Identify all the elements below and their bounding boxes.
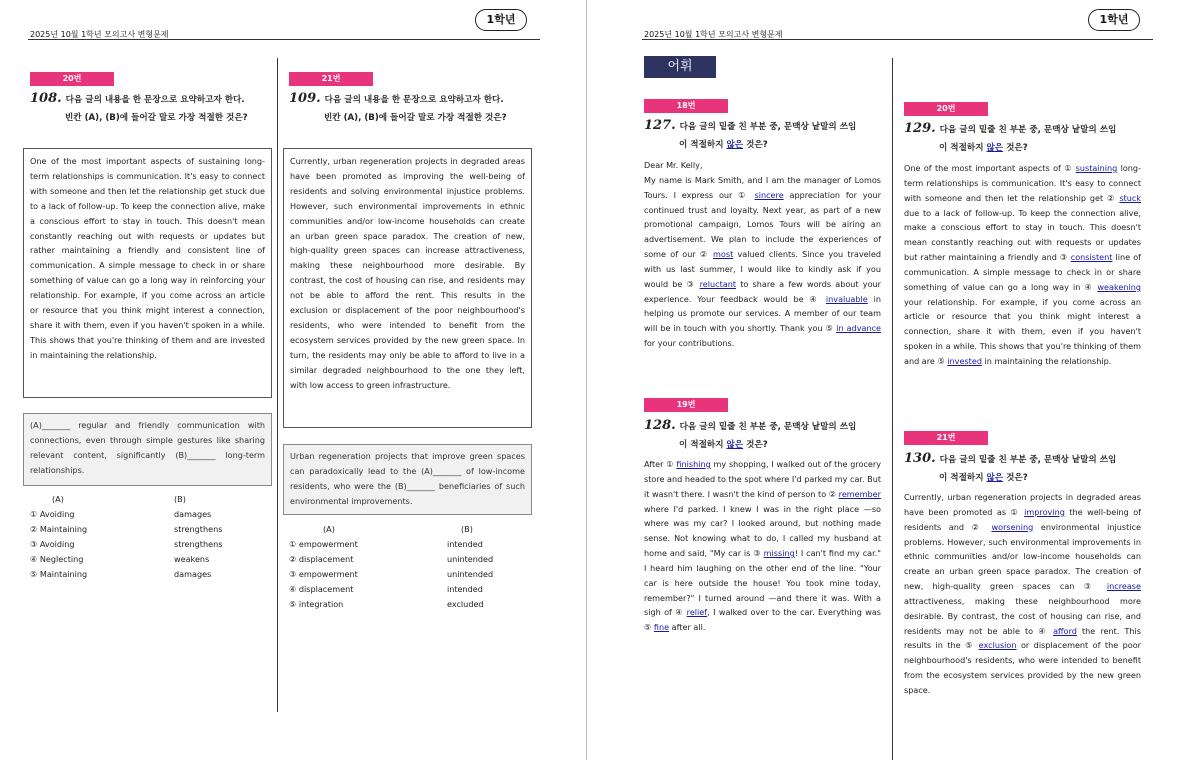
underlined-word: reluctant [699,278,737,289]
prompt-line: 이 적절하지 않은 것은? [679,140,768,150]
prompt-line: 빈칸 (A), (B)에 들어갈 말로 가장 적절한 것은? [65,113,248,123]
prompt-line: 다음 글의 밑줄 친 부분 중, 문맥상 낱말의 쓰임 [679,422,857,432]
option-row[interactable]: ③ Avoiding strengthens [30,539,223,549]
prompt-line: 다음 글의 밑줄 친 부분 중, 문맥상 낱말의 쓰임 [939,125,1117,135]
underlined-word: sincere [754,189,784,200]
header-rule [28,39,540,40]
exam-label: 2025년 10월 1학년 모의고사 변형문제 [30,30,169,39]
option-row[interactable]: ④ displacement intended [289,584,483,594]
prompt-line: 이 적절하지 않은 것은? [939,473,1028,483]
vocab-section-label: 어휘 [644,56,716,78]
option-row[interactable]: ② displacement unintended [289,554,494,564]
question-number: 109. [289,91,321,106]
question-prompt [30,90,275,127]
answer-options [289,522,493,612]
prompt-line: 이 적절하지 않은 것은? [679,440,768,450]
prompt-line: 다음 글의 내용을 한 문장으로 요약하고자 한다. [324,95,504,105]
question-tag: 21번 [904,431,988,445]
underlined-word: remember [838,488,881,499]
underlined-word: sustaining [1075,163,1118,173]
letter-salutation: Dear Mr. Kelly, [644,160,703,170]
question-prompt [904,450,1149,487]
option-row[interactable]: ① Avoiding damages [30,509,212,519]
option-row[interactable]: ④ Neglecting weakens [30,554,210,564]
underlined-word: increase [1106,581,1141,592]
option-row[interactable]: ② Maintaining strengthens [30,524,223,534]
underlined-word: consistent [1070,252,1113,263]
option-col-b-header: (B) [461,524,473,534]
right-page [590,0,1177,760]
passage-text: Currently, urban regeneration projects in degraded areas have been promoted as ① improving the well-being of residents and ② worsening environmental injustice problems. However, such environmental improvements in ethnic communities and/or low-income households can create an urban green space paradox. The creation of new, high-quality green spaces can ③ increase attractiveness, making these neighbourhood more desirable. By contrast, the cost of housing can rise, and residents may not be able to ④ afford the rent. This results in the ⑤ exclusion or displacement of the poor neighbourhood's residents, who were intended to benefit from the ecosystem services provided by the new green space. [904,492,1142,695]
question-tag: 20번 [904,102,988,116]
question-number: 130. [904,451,936,466]
underlined-word: missing [763,548,795,559]
column-divider [277,58,278,712]
summary-box: Urban regeneration projects that improve green spaces can paradoxically lead to the (A)_______ of low-income residents, who were the (B)_______ beneficiaries of such environmental improvements. [283,444,532,515]
answer-options [30,492,222,582]
option-col-a-header: (A) [323,524,335,534]
option-col-a-header: (A) [52,494,64,504]
question-number: 127. [644,118,676,133]
option-col-b-header: (B) [174,494,186,504]
question-tag: 19번 [644,398,728,412]
question-tag: 18번 [644,99,728,113]
underlined-word: fine [653,622,670,633]
prompt-line: 이 적절하지 않은 것은? [939,143,1028,153]
header-rule [642,39,1153,40]
prompt-line: 다음 글의 내용을 한 문장으로 요약하고자 한다. [65,95,245,105]
prompt-line: 다음 글의 밑줄 친 부분 중, 문맥상 낱말의 쓰임 [679,122,857,132]
underlined-word: afford [1053,625,1077,636]
grade-badge: 1학년 [475,9,527,31]
underlined-word: worsening [991,521,1034,532]
prompt-line: 다음 글의 밑줄 친 부분 중, 문맥상 낱말의 쓰임 [939,455,1117,465]
option-row[interactable]: ⑤ integration excluded [289,599,484,609]
underlined-word: exclusion [978,640,1017,651]
passage-text: Dear Mr. Kelly, My name is Mark Smith, and I am the manager of Lomos Tours. I express our ① sincere appreciation for your continued trust and loyalty. Next year, as part of a new promotional campaign, Lomos Tours will be airing an advertisement. We plan to include the experiences of some of our ② most valued clients. Since you traveled with us last summer, I would like to kindly ask if you would be ③ reluctant to share a few words about your experience. Your feedback would be ④ invaluable in helping us promote our services. A member of our team will be in touch with you shortly. Thank you ⑤ in advance for your contributions. [644,160,882,349]
question-prompt [644,117,889,154]
question-number: 128. [644,418,676,433]
question-prompt [904,120,1149,157]
prompt-line: 빈칸 (A), (B)에 들어갈 말로 가장 적절한 것은? [324,113,507,123]
underlined-word: finishing [676,459,711,469]
underlined-word: most [713,249,734,260]
passage-box: Currently, urban regeneration projects in degraded areas have been promoted as improving the well-being of residents and solving environmental injustice problems. However, such environmental improvements in ethnic communities and/or low-income households can create an urban green space paradox. The creation of new, high-quality green spaces can increase attractiveness, making these neighbourhood more desirable. By contrast, the cost of housing can rise, and residents may not be able to afford the rent. This results in the exclusion or displacement of the poor neighbourhood's residents, who were intended to benefit from the ecosystem services provided by the new green space. In turn, the residents may only be able to afford to live in a similar degraded neighbourhood to the one they left, with low access to green infrastructure. [283,148,532,428]
passage-box: One of the most important aspects of sustaining long-term relationships is communication. It's easy to connect with someone and then let the relationship get stuck due to a lack of follow-up. To keep the connection alive, make a conscious effort to stay in touch. This doesn't mean constantly reaching out with requests or updates but rather maintaining a friendly and consistent line of communication. A simple message to check in or share something of value can go a long way in reinforcing your relationship. For example, if you come across an article or resource that you think might interest a connection, share it with them, even if you haven't spoken in a while. This shows that you're thinking of them and are invested in maintaining the relationship. [23,148,272,398]
underlined-word: invaluable [825,293,868,304]
left-page [0,0,585,760]
question-tag: 21번 [289,72,373,86]
question-tag: 20번 [30,72,114,86]
passage-text: After ① finishing my shopping, I walked out of the grocery store and headed to the spot where I'd parked my car. But it wasn't there. I wasn't the kind of person to ② remember where I'd parked. I knew I was in the right place —so where was my car? I looked around, but nothing made sense. Not knowing what to do, I called my husband at home and said, "My car is ③ missing! I can't find my car." I heard him laughing on the other end of the line. "Your car is here outside the house! You took mine today, remember?" I turned around —and there it was. With a sigh of ④ relief, I walked over to the car. Everything was ⑤ fine after all. [644,459,882,633]
underlined-word: relief [686,607,708,618]
underlined-word: stuck [1119,192,1141,203]
underlined-word: weakening [1097,281,1141,292]
passage-text: One of the most important aspects of ① sustaining long-term relationships is communication. It's easy to connect with someone and then let the relationship get ② stuck due to a lack of follow-up. To keep the connection alive, make a conscious effort to stay in touch. This doesn't mean constantly reaching out with requests or updates but rather maintaining a friendly and ③ consistent line of communication. A simple message to check in or share something of value can go a long way in ④ weakening your relationship. For example, if you come across an article or resource that you think might interest a connection, share it with them, even if you haven't spoken in a while. This shows that you're thinking of them and are ⑤ invested in maintaining the relationship. [904,163,1141,366]
exam-label: 2025년 10월 1학년 모의고사 변형문제 [644,30,783,39]
option-row[interactable]: ③ empowerment unintended [289,569,494,579]
column-divider [892,58,893,760]
question-prompt [289,90,534,127]
grade-badge: 1학년 [1088,9,1140,31]
page-divider [586,0,587,760]
underlined-word: invested [947,355,982,366]
summary-box: (A)_______ regular and friendly communication with connections, even through simple gestures like sharing relevant content, significantly (B)_______ long-term relationships. [23,413,272,486]
question-number: 108. [30,91,62,106]
question-number: 129. [904,121,936,136]
question-prompt [644,417,889,454]
underlined-word: improving [1024,506,1065,517]
option-row[interactable]: ⑤ Maintaining damages [30,569,212,579]
underlined-word: in advance [836,323,882,334]
option-row[interactable]: ① empowerment intended [289,539,483,549]
